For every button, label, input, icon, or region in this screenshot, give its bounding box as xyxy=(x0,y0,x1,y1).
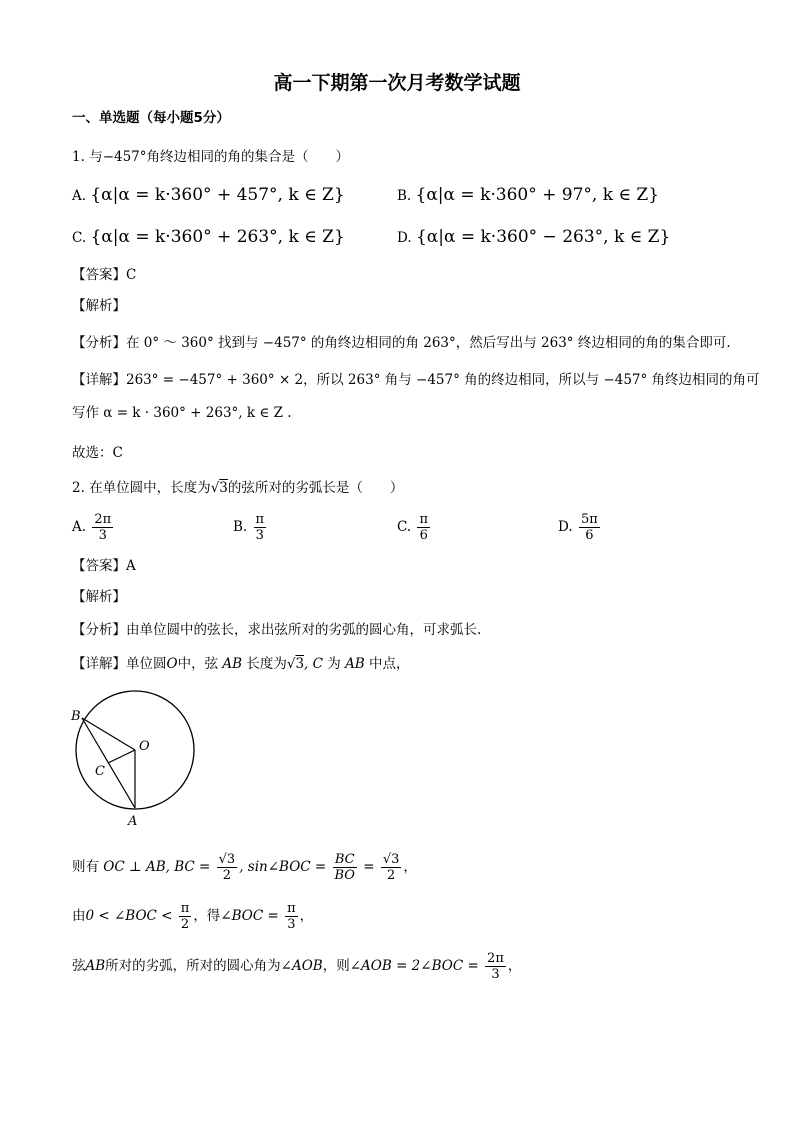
angle-value: −457° xyxy=(102,149,147,165)
derivation-line-2 xyxy=(72,897,313,935)
denominator: BO xyxy=(334,868,355,883)
option-label: C. xyxy=(72,230,87,246)
option-label: C. xyxy=(397,519,412,535)
text: ， xyxy=(299,908,314,924)
label-b: B xyxy=(71,709,81,724)
option-c xyxy=(72,227,345,248)
label-a: A xyxy=(128,814,138,829)
option-label: B. xyxy=(233,519,248,535)
option-label: D. xyxy=(558,519,573,535)
denominator: 3 xyxy=(255,528,264,543)
label-c: C xyxy=(95,764,105,779)
numerator: 2π xyxy=(94,512,112,527)
denominator: 3 xyxy=(287,917,296,932)
stem-text: 与 xyxy=(89,149,103,165)
option-label: B. xyxy=(397,188,412,204)
option-fraction xyxy=(417,512,430,543)
math-expression: ∠BOC = xyxy=(220,908,279,924)
numerator: 2π xyxy=(487,951,504,966)
equals-sign: = xyxy=(363,859,375,875)
fraction xyxy=(381,852,402,883)
segment-bo xyxy=(82,718,135,750)
fraction xyxy=(333,852,357,883)
option-fraction xyxy=(579,512,600,543)
text: 长度为 xyxy=(246,656,287,672)
denominator: 3 xyxy=(491,967,500,982)
numerator: π xyxy=(255,512,265,527)
math-expression: , sin∠BOC = xyxy=(239,859,327,875)
option-label: A. xyxy=(72,188,87,204)
denominator: 6 xyxy=(419,528,428,543)
math-symbol: , C xyxy=(304,656,323,672)
label-o: O xyxy=(139,739,150,754)
numerator: 5π xyxy=(580,512,598,527)
math-expression: OC ⊥ AB, BC = xyxy=(103,859,211,875)
math-symbol: AB xyxy=(85,958,106,974)
analysis-text: 【分析】由单位圆中的弦长，求出弦所对的劣弧的圆心角，可求弧长. xyxy=(72,622,482,638)
numerator: π xyxy=(287,901,296,916)
math-symbol: O xyxy=(166,656,178,672)
numerator: √3 xyxy=(218,852,236,867)
question-1-stem xyxy=(72,147,349,167)
segment-oc xyxy=(108,750,135,763)
detail-text: 【详解】263° = −457° + 360° × 2，所以 263° 角与 −457° 角的终边相同，所以与 −457° 角终边相同的角可 xyxy=(72,372,760,388)
text: 弦 xyxy=(72,958,86,974)
denominator: 2 xyxy=(222,868,232,883)
text: ， xyxy=(507,958,522,974)
option-d xyxy=(397,227,670,248)
stem-text: 角终边相同的角的集合是（ ） xyxy=(146,149,350,165)
detail-text: 写作 α = k · 360° + 263°, k ∈ Z . xyxy=(72,405,292,421)
stem-text: 在单位圆中，长度为 xyxy=(89,480,211,496)
option-expression: {α|α = k·360° + 457°, k ∈ Z} xyxy=(90,185,345,205)
option-a xyxy=(72,185,345,206)
option-b xyxy=(397,185,659,206)
question-number: 1. xyxy=(72,149,85,165)
text: 由 xyxy=(72,908,86,924)
denominator: 3 xyxy=(98,528,107,543)
option-label: D. xyxy=(397,230,412,246)
sqrt-value: √3 xyxy=(210,480,228,496)
fraction xyxy=(485,951,506,982)
question-number: 2. xyxy=(72,480,85,496)
answer: 【答案】C xyxy=(72,267,137,283)
math-expression: ∠AOB = 2∠BOC = xyxy=(349,958,479,974)
option-label: A. xyxy=(72,519,87,535)
text: 中，弦 xyxy=(177,656,219,672)
derivation-line-1 xyxy=(72,848,417,886)
text: 则有 xyxy=(72,859,99,875)
numerator: π xyxy=(419,512,428,527)
page-title: 高一下期第一次月考数学试题 xyxy=(273,72,521,94)
option-expression: {α|α = k·360° − 263°, k ∈ Z} xyxy=(415,227,671,247)
analysis-text: 【分析】在 0° ～ 360° 找到与 −457° 的角终边相同的角 263°，然后写出与 263° 终边相同的角的集合即可. xyxy=(72,335,731,351)
fraction xyxy=(179,901,192,932)
math-expression: ∠AOB xyxy=(280,958,323,974)
fraction xyxy=(217,852,238,883)
denominator: 2 xyxy=(387,868,396,883)
numerator: √3 xyxy=(382,852,400,867)
unit-circle-figure xyxy=(66,680,206,830)
text: 【详解】单位圆 xyxy=(72,656,167,672)
text: 为 xyxy=(327,656,341,672)
radicand: 3 xyxy=(295,656,305,672)
section-heading: 一、单选题（每小题5分） xyxy=(72,110,230,126)
option-c xyxy=(397,512,432,543)
text: 中点， xyxy=(369,656,410,672)
math-symbol: AB xyxy=(345,656,365,672)
stem-text: 的弦所对的劣弧长是（ ） xyxy=(227,480,404,496)
text: ，得 xyxy=(193,908,221,924)
option-fraction xyxy=(92,512,113,543)
sqrt-value: √3 xyxy=(286,656,305,672)
question-2-stem xyxy=(72,478,403,498)
analysis-heading: 【解析】 xyxy=(72,298,126,314)
text: ， xyxy=(403,859,417,875)
option-d xyxy=(558,512,602,543)
math-expression: 0 < ∠BOC < xyxy=(85,908,173,924)
text: 所对的劣弧，所对的圆心角为 xyxy=(105,958,281,974)
denominator: 6 xyxy=(585,528,594,543)
option-a xyxy=(72,512,115,543)
numerator: π xyxy=(180,901,190,916)
option-expression: {α|α = k·360° + 97°, k ∈ Z} xyxy=(415,185,660,205)
fraction xyxy=(285,901,298,932)
derivation-line-3 xyxy=(72,947,521,985)
detail-text xyxy=(72,654,410,674)
denominator: 2 xyxy=(180,917,190,932)
option-fraction xyxy=(254,512,267,543)
choice-conclusion: 故选：C xyxy=(72,445,123,461)
text: ，则 xyxy=(322,958,350,974)
option-b xyxy=(233,512,268,543)
radicand: 3 xyxy=(219,480,228,496)
analysis-heading: 【解析】 xyxy=(72,589,126,605)
math-symbol: AB xyxy=(222,656,243,672)
answer: 【答案】A xyxy=(72,558,136,574)
option-expression: {α|α = k·360° + 263°, k ∈ Z} xyxy=(90,227,345,247)
numerator: BC xyxy=(334,852,355,867)
